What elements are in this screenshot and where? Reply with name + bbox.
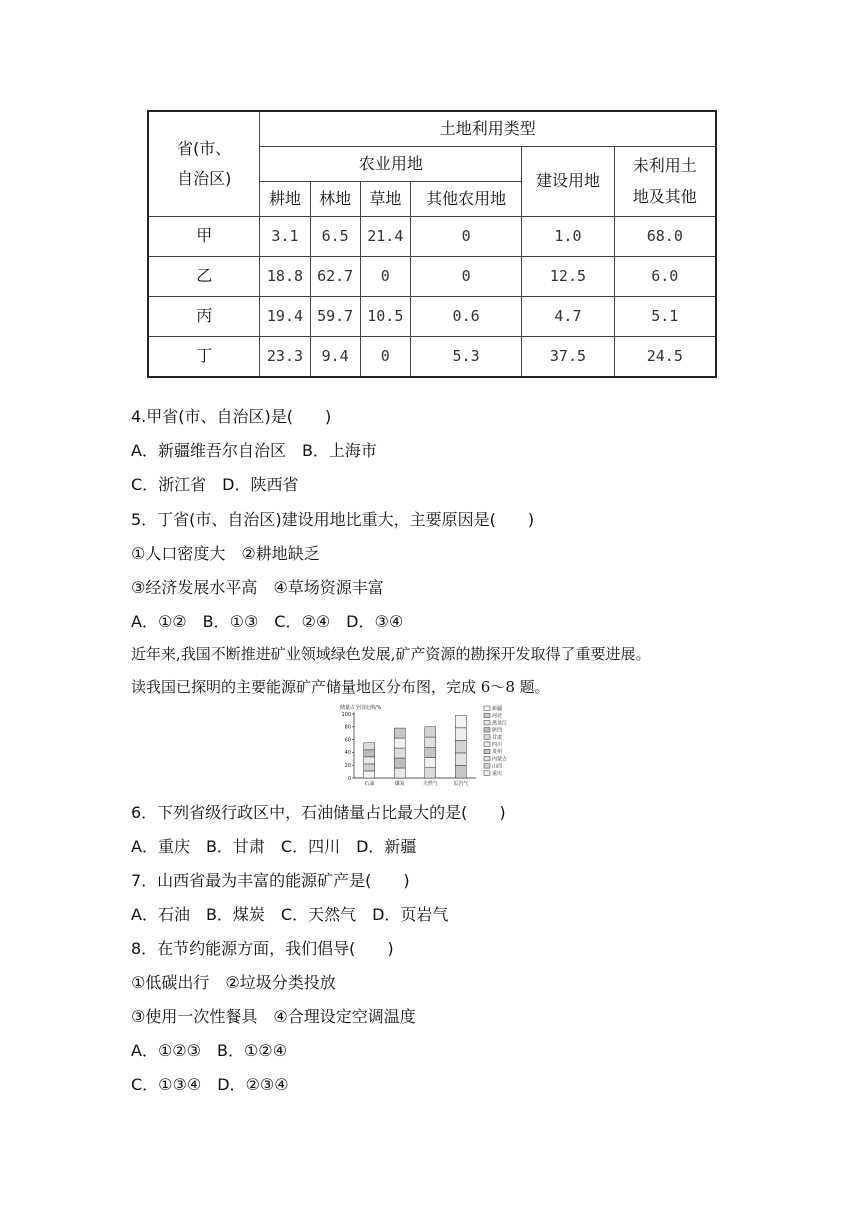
chart-legend-swatch <box>484 764 490 769</box>
chart-bar-segment <box>425 758 436 768</box>
table-cell: 3.1 <box>260 217 310 257</box>
chart-legend-label: 新疆 <box>492 706 503 712</box>
row-label: 乙 <box>148 257 260 297</box>
chart-bar-segment <box>425 727 436 737</box>
table-cell: 0 <box>360 337 410 378</box>
table-row <box>148 217 716 257</box>
chart-bar-segment <box>364 743 375 750</box>
header-construction-land: 建设用地 <box>522 147 614 217</box>
chart-legend-swatch <box>484 735 490 740</box>
chart-category-label: 煤炭 <box>394 781 405 787</box>
subheader-other-agri: 其他农用地 <box>410 182 521 217</box>
table-cell: 4.7 <box>522 297 614 337</box>
question-8-statements-34: ③使用一次性餐具 ④合理设定空调温度 <box>131 1007 416 1026</box>
subheader-cropland: 耕地 <box>260 182 310 217</box>
chart-legend-label: 甘肃 <box>492 734 503 741</box>
question-4-options-ab: A．新疆维吾尔自治区 B．上海市 <box>131 441 377 460</box>
chart-bar-segment <box>455 728 466 741</box>
chart-legend-label: 重庆 <box>492 770 503 777</box>
question-8-statements-12: ①低碳出行 ②垃圾分类投放 <box>131 973 336 992</box>
table-cell: 19.4 <box>260 297 310 337</box>
table-row <box>148 257 716 297</box>
chart-category-label: 石油 <box>364 781 375 787</box>
chart-legend-label: 黑龙江 <box>492 720 508 727</box>
chart-bar-segment <box>394 768 405 778</box>
question-4-options-cd: C．浙江省 D．陕西省 <box>131 475 299 494</box>
chart-bar-segment <box>394 748 405 758</box>
table-cell: 21.4 <box>360 217 410 257</box>
table-cell: 6.5 <box>310 217 360 257</box>
chart-ylabel: 储量占全国比例/% <box>340 705 382 711</box>
chart-bar-segment <box>425 737 436 747</box>
header-unused-land: 未利用土 地及其他 <box>614 147 716 217</box>
energy-reserves-chart <box>336 700 536 792</box>
table-row <box>148 337 716 378</box>
chart-legend-swatch <box>484 749 490 754</box>
chart-bar-segment <box>455 740 466 753</box>
chart-legend-swatch <box>484 706 490 711</box>
table-cell: 5.3 <box>410 337 521 378</box>
chart-legend-swatch <box>484 728 490 733</box>
passage-intro: 近年来,我国不断推进矿业领域绿色发展,矿产资源的勘探开发取得了重要进展。 <box>131 645 651 663</box>
chart-legend-label: 内蒙古 <box>492 756 508 763</box>
table-cell: 0.6 <box>410 297 521 337</box>
chart-legend-swatch <box>484 756 490 761</box>
chart-legend-label: 贵州 <box>492 749 503 756</box>
chart-bar-segment <box>425 768 436 778</box>
chart-legend-label: 山西 <box>492 763 503 770</box>
question-6-options: A．重庆 B．甘肃 C．四川 D．新疆 <box>131 837 417 856</box>
chart-bar-segment <box>455 715 466 728</box>
table-cell: 18.8 <box>260 257 310 297</box>
chart-legend-swatch <box>484 713 490 718</box>
chart-y-tick-label: 80 <box>344 724 351 731</box>
chart-legend-swatch <box>484 742 490 747</box>
chart-bar-segment <box>364 764 375 771</box>
question-4: 4.甲省(市、自治区)是( ) <box>131 407 332 426</box>
chart-bar-segment <box>394 758 405 768</box>
table-cell: 24.5 <box>614 337 716 378</box>
table-cell: 0 <box>410 257 521 297</box>
chart-bar-segment <box>364 771 375 778</box>
table-cell: 62.7 <box>310 257 360 297</box>
question-5-statements-12: ①人口密度大 ②耕地缺乏 <box>131 544 320 563</box>
chart-category-label: 天然气 <box>422 781 438 787</box>
table-cell: 1.0 <box>522 217 614 257</box>
header-agricultural-land: 农业用地 <box>260 147 522 182</box>
table-cell: 0 <box>360 257 410 297</box>
chart-y-tick-label: 40 <box>344 750 351 757</box>
chart-bar-segment <box>364 750 375 757</box>
table-cell: 59.7 <box>310 297 360 337</box>
table-cell: 10.5 <box>360 297 410 337</box>
row-label: 丁 <box>148 337 260 378</box>
chart-legend-swatch <box>484 720 490 725</box>
chart-y-tick-label: 60 <box>344 737 351 744</box>
land-use-table <box>147 110 717 378</box>
subheader-grassland: 草地 <box>360 182 410 217</box>
chart-legend-label: 河北 <box>492 713 503 720</box>
chart-y-tick-label: 20 <box>344 763 351 769</box>
question-5: 5．丁省(市、自治区)建设用地比重大，主要原因是( ) <box>131 510 535 529</box>
chart-bar-segment <box>394 728 405 738</box>
subheader-forest: 林地 <box>310 182 360 217</box>
chart-bar-segment <box>455 765 466 778</box>
table-cell: 6.0 <box>614 257 716 297</box>
chart-bar-segment <box>425 747 436 757</box>
table-cell: 9.4 <box>310 337 360 378</box>
question-5-statements-34: ③经济发展水平高 ④草场资源丰富 <box>131 578 384 597</box>
header-land-use-type: 土地利用类型 <box>260 111 716 147</box>
question-8-options-ab: A．①②③ B．①②④ <box>131 1041 287 1060</box>
row-label: 甲 <box>148 217 260 257</box>
chart-bar-segment <box>364 757 375 764</box>
table-cell: 37.5 <box>522 337 614 378</box>
question-7-options: A．石油 B．煤炭 C．天然气 D．页岩气 <box>131 905 449 924</box>
question-6: 6．下列省级行政区中，石油储量占比最大的是( ) <box>131 803 506 822</box>
question-8-options-cd: C．①③④ D．②③④ <box>131 1075 289 1094</box>
table-row <box>148 297 716 337</box>
table-cell: 0 <box>410 217 521 257</box>
chart-bar-segment <box>394 738 405 748</box>
question-7: 7．山西省最为丰富的能源矿产是( ) <box>131 871 410 890</box>
table-cell: 12.5 <box>522 257 614 297</box>
chart-legend-label: 陕西 <box>492 727 503 734</box>
chart-legend-label: 四川 <box>492 742 503 748</box>
table-cell: 5.1 <box>614 297 716 337</box>
question-8: 8．在节约能源方面，我们倡导( ) <box>131 939 394 958</box>
header-region: 省(市、 自治区) <box>148 111 260 217</box>
table-cell: 23.3 <box>260 337 310 378</box>
chart-category-label: 页岩气 <box>453 781 469 787</box>
chart-bar-segment <box>455 753 466 766</box>
row-label: 丙 <box>148 297 260 337</box>
chart-y-tick-label: 100 <box>341 711 351 718</box>
passage-instruction: 读我国已探明的主要能源矿产储量地区分布图，完成 6～8 题。 <box>131 678 550 696</box>
table-cell: 68.0 <box>614 217 716 257</box>
chart-legend-swatch <box>484 771 490 776</box>
chart-y-tick-label: 0 <box>347 775 351 782</box>
question-5-options: A．①② B．①③ C．②④ D．③④ <box>131 612 404 631</box>
